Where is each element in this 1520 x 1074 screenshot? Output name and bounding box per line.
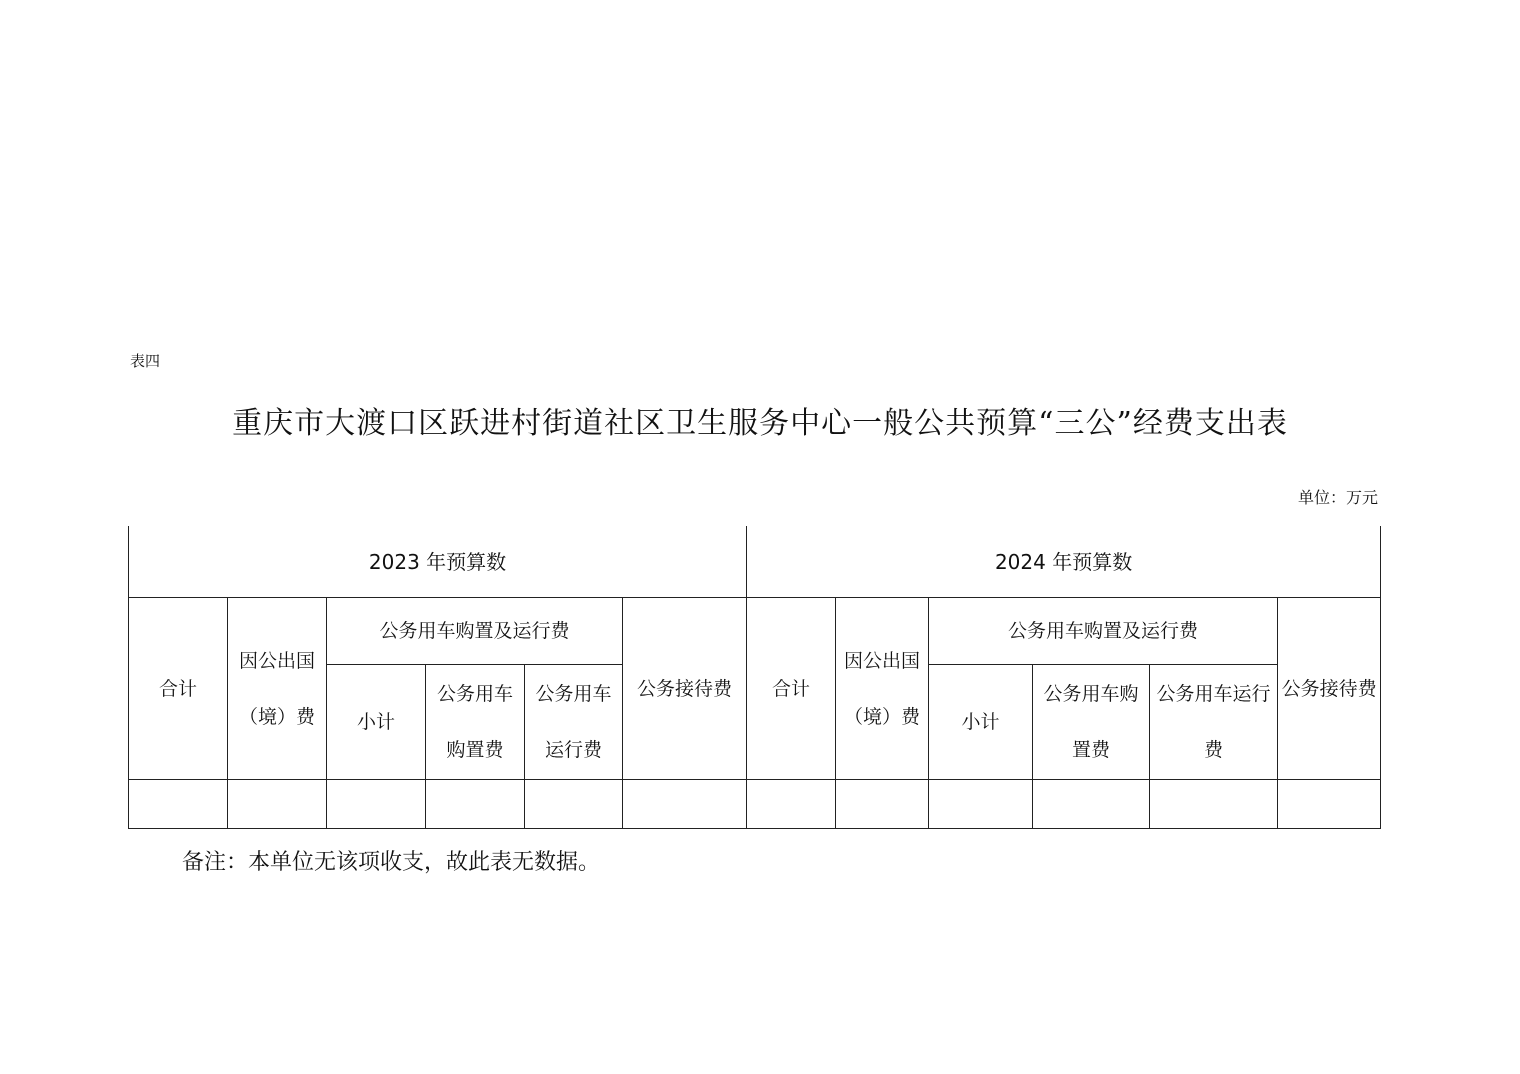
vehicle-group-header-2024: 公务用车购置及运行费	[929, 598, 1278, 665]
reception-fee-header-2023: 公务接待费	[623, 598, 747, 780]
total-header-2024: 合计	[747, 598, 836, 780]
data-cell-reception-2024	[1278, 780, 1381, 829]
total-header-2023: 合计	[129, 598, 228, 780]
reception-fee-header-2024: 公务接待费	[1278, 598, 1381, 780]
abroad-fee-header-2024: 因公出国（境）费	[836, 598, 929, 780]
data-cell-total-2024	[747, 780, 836, 829]
data-cell-subtotal-2024	[929, 780, 1033, 829]
vehicle-operation-header-2024: 公务用车运行费	[1150, 665, 1278, 780]
year-2024-header: 2024 年预算数	[747, 526, 1381, 598]
data-cell-abroad-2024	[836, 780, 929, 829]
data-cell-vehicle-purchase-2023	[426, 780, 525, 829]
data-cell-reception-2023	[623, 780, 747, 829]
column-group-header-row	[129, 598, 1381, 665]
unit-label: 单位：万元	[1297, 488, 1378, 507]
data-cell-vehicle-operation-2023	[525, 780, 623, 829]
vehicle-purchase-header-2024: 公务用车购置费	[1033, 665, 1150, 780]
year-header-row	[129, 526, 1381, 598]
data-cell-vehicle-operation-2024	[1150, 780, 1278, 829]
vehicle-group-header-2023: 公务用车购置及运行费	[327, 598, 623, 665]
vehicle-operation-header-2023: 公务用车运行费	[525, 665, 623, 780]
data-cell-abroad-2023	[228, 780, 327, 829]
year-2023-header: 2023 年预算数	[129, 526, 747, 598]
data-cell-vehicle-purchase-2024	[1033, 780, 1150, 829]
table-number-label: 表四	[130, 352, 161, 370]
data-cell-subtotal-2023	[327, 780, 426, 829]
page-title: 重庆市大渡口区跃进村街道社区卫生服务中心一般公共预算“三公”经费支出表	[232, 406, 1288, 441]
abroad-fee-header-2023: 因公出国（境）费	[228, 598, 327, 780]
three-public-expenses-table	[128, 526, 1381, 829]
remark-note: 备注：本单位无该项收支，故此表无数据。	[182, 850, 601, 875]
subtotal-header-2024: 小计	[929, 665, 1033, 780]
subtotal-header-2023: 小计	[327, 665, 426, 780]
vehicle-purchase-header-2023: 公务用车购置费	[426, 665, 525, 780]
data-cell-total-2023	[129, 780, 228, 829]
table-row	[129, 780, 1381, 829]
